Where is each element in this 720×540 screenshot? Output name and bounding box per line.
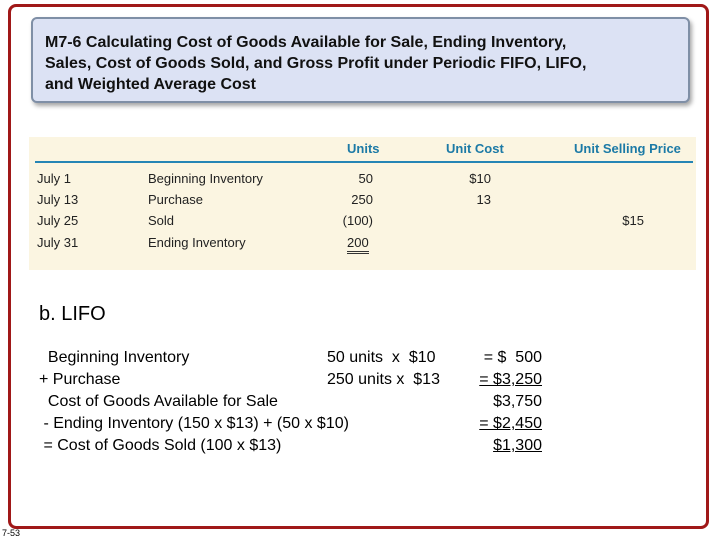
header-unit-cost: Unit Cost: [446, 141, 504, 156]
slide-title: [45, 32, 680, 95]
ending-units-value: 200: [347, 235, 369, 254]
row-units: 50: [358, 171, 373, 186]
calc-quantity: 250 units x $13: [327, 371, 440, 388]
calc-result-value: = $3,250: [479, 371, 542, 388]
title-line-1: M7-6 Calculating Cost of Goods Available for Sale, Ending Inventory,: [45, 34, 567, 51]
row-date: July 1: [37, 171, 71, 186]
calc-label: - Ending Inventory (150 x $13) + (50 x $10): [39, 415, 349, 432]
calc-result: [460, 437, 542, 455]
calc-result: [460, 415, 542, 433]
calc-result-value: $1,300: [493, 437, 542, 454]
header-rule: [35, 161, 693, 163]
header-unit-selling-price: Unit Selling Price: [574, 141, 681, 156]
header-units: Units: [347, 141, 380, 156]
calc-result-value: = $2,450: [479, 415, 542, 432]
row-description: Beginning Inventory: [148, 171, 263, 186]
calc-result: [460, 371, 542, 389]
section-label-lifo: b. LIFO: [39, 303, 106, 325]
row-date: July 25: [37, 213, 79, 228]
calc-result: $3,750: [493, 393, 542, 410]
row-units: 250: [351, 192, 373, 207]
row-description: Sold: [148, 213, 175, 228]
calc-label: Beginning Inventory: [39, 349, 190, 366]
calc-result: = $ 500: [483, 349, 542, 366]
title-line-3: and Weighted Average Cost: [45, 76, 256, 93]
calc-label: + Purchase: [39, 371, 121, 388]
row-unit-cost: 13: [476, 192, 491, 207]
page-number: 7-53: [2, 528, 21, 538]
title-box: [31, 17, 690, 103]
inventory-data-table: [29, 137, 696, 270]
calc-label: = Cost of Goods Sold (100 x $13): [39, 437, 282, 454]
calc-label: Cost of Goods Available for Sale: [39, 393, 278, 410]
row-unit-cost: $10: [469, 171, 491, 186]
row-units: (100): [342, 213, 373, 228]
row-description: Ending Inventory: [148, 235, 246, 250]
row-description: Purchase: [148, 192, 203, 207]
row-date: July 13: [37, 192, 79, 207]
row-date: July 31: [37, 235, 79, 250]
calc-quantity: 50 units x $10: [327, 349, 436, 366]
row-price: $15: [622, 213, 644, 228]
row-units: [347, 235, 369, 250]
title-line-2: Sales, Cost of Goods Sold, and Gross Profit under Periodic FIFO, LIFO,: [45, 55, 587, 72]
